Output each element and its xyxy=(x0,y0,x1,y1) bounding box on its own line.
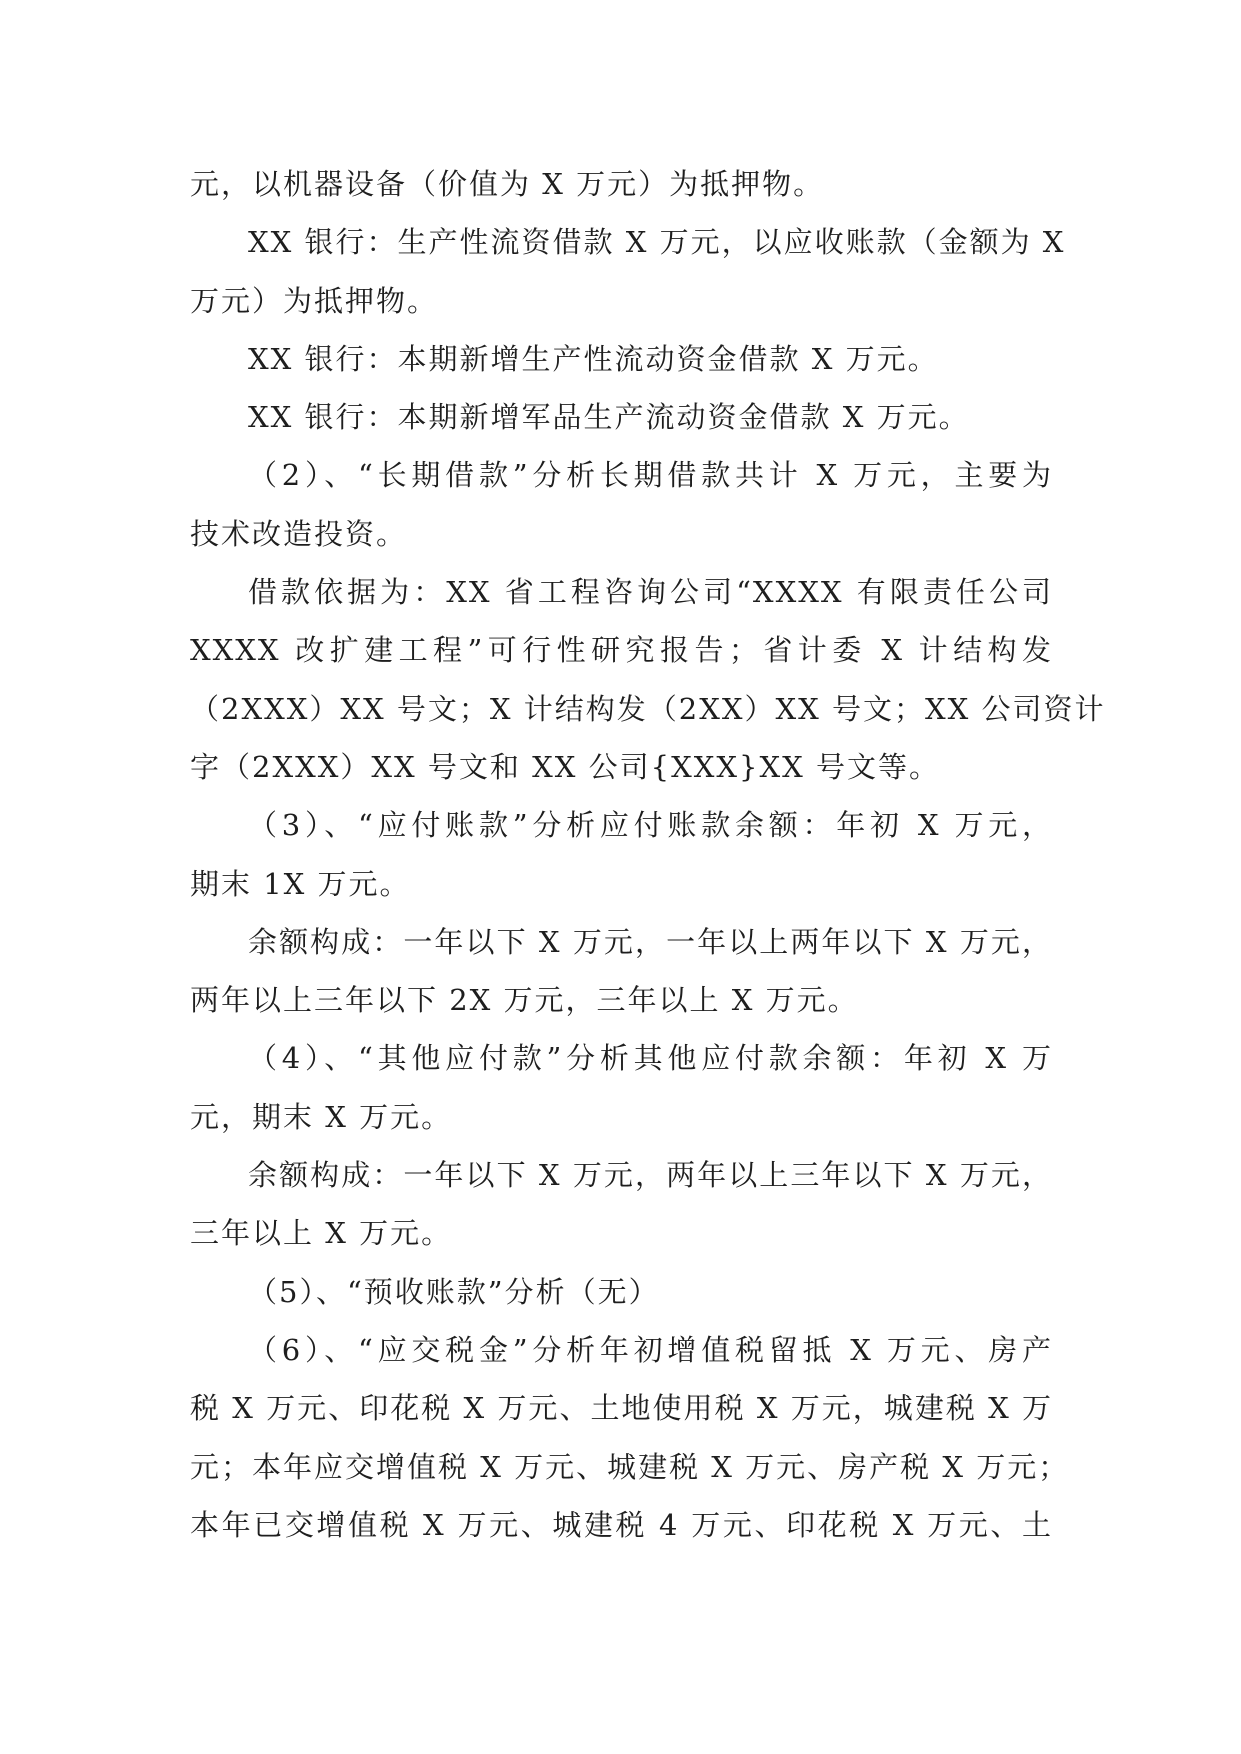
document-line: （5）、“预收账款”分析（无） xyxy=(248,1274,660,1309)
document-line: 期末 1X 万元。 xyxy=(190,866,411,901)
document-line: 三年以上 X 万元。 xyxy=(190,1216,453,1251)
document-line: 字（2XXX）XX 号文和 XX 公司{XXX}XX 号文等。 xyxy=(190,749,940,784)
document-line: （2）、“长期借款”分析长期借款共计 X 万元，主要为 xyxy=(248,458,1053,493)
document-line: 税 X 万元、印花税 X 万元、土地使用税 X 万元，城建税 X 万 xyxy=(190,1391,1053,1426)
document-line: 万元）为抵押物。 xyxy=(190,283,439,318)
document-line: 本年已交增值税 X 万元、城建税 4 万元、印花税 X 万元、土 xyxy=(190,1507,1053,1542)
document-line: 借款依据为：XX 省工程咨询公司“XXXX 有限责任公司 xyxy=(248,575,1053,610)
document-line: XX 银行：本期新增生产性流动资金借款 X 万元。 xyxy=(248,341,939,376)
document-line: （6）、“应交税金”分析年初增值税留抵 X 万元、房产 xyxy=(248,1332,1053,1367)
document-line: XX 银行：生产性流资借款 X 万元，以应收账款（金额为 X xyxy=(248,225,1066,260)
document-line: 余额构成：一年以下 X 万元，一年以上两年以下 X 万元， xyxy=(248,924,1053,959)
document-body xyxy=(190,155,1106,1554)
document-line: 两年以上三年以下 2X 万元，三年以上 X 万元。 xyxy=(190,983,859,1018)
document-line: 余额构成：一年以下 X 万元，两年以上三年以下 X 万元， xyxy=(248,1158,1053,1193)
document-line: 元；本年应交增值税 X 万元、城建税 X 万元、房产税 X 万元； xyxy=(190,1449,1070,1484)
document-line: （3）、“应付账款”分析应付账款余额：年初 X 万元， xyxy=(248,808,1053,843)
document-line: 技术改造投资。 xyxy=(190,516,408,551)
document-line: （2XXX）XX 号文；X 计结构发（2XX）XX 号文；XX 公司资计 xyxy=(190,691,1106,726)
document-line: XX 银行：本期新增军品生产流动资金借款 X 万元。 xyxy=(248,400,970,435)
document-line: （4）、“其他应付款”分析其他应付款余额：年初 X 万 xyxy=(248,1041,1053,1076)
document-line: 元，期末 X 万元。 xyxy=(190,1099,453,1134)
document-line: XXXX 改扩建工程”可行性研究报告；省计委 X 计结构发 xyxy=(190,633,1053,668)
document-line: 元，以机器设备（价值为 X 万元）为抵押物。 xyxy=(190,167,825,201)
